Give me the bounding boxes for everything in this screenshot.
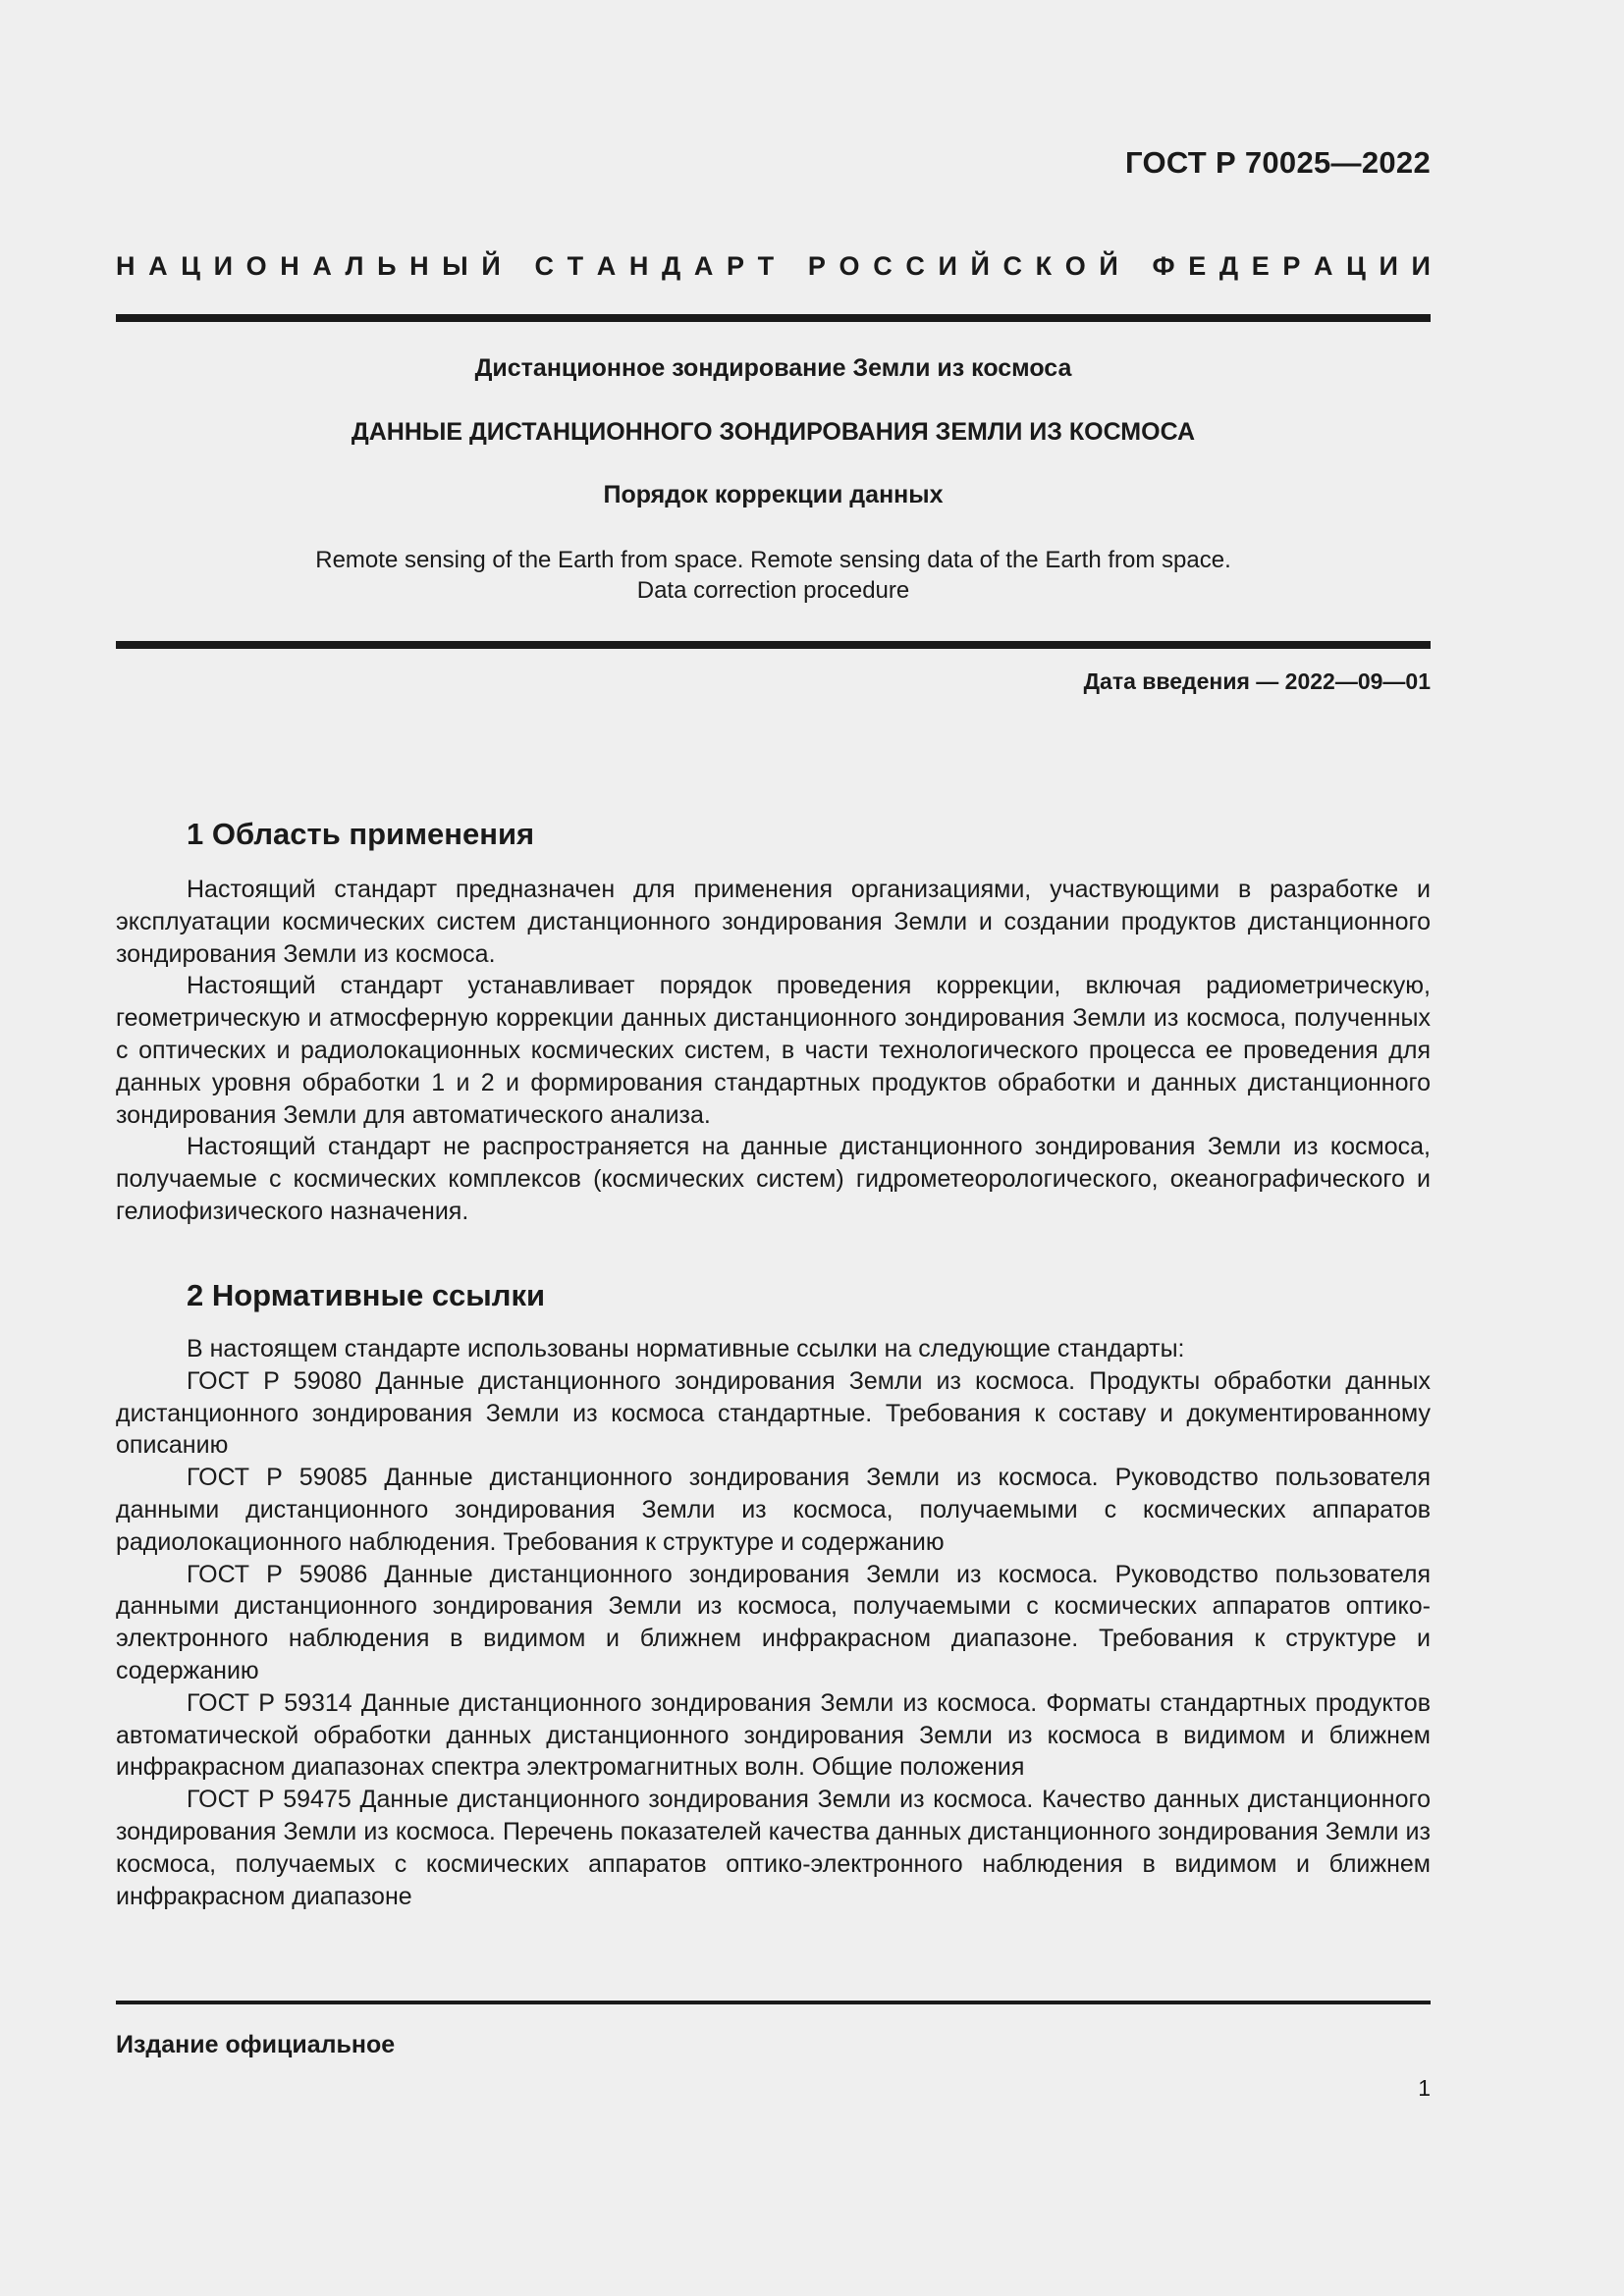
section-heading-normative-references: 2 Нормативные ссылки <box>187 1278 546 1312</box>
official-edition-label: Издание официальное <box>116 2031 396 2058</box>
title-english <box>116 545 1431 606</box>
title-divider <box>116 641 1431 649</box>
section-body-normative-references <box>116 1333 1431 1912</box>
banner-letter: Й <box>1099 251 1118 281</box>
banner-letter: Н <box>116 251 135 281</box>
banner-letter: Н <box>628 251 649 281</box>
national-standard-banner <box>116 251 1431 282</box>
banner-letter: С <box>905 251 925 281</box>
banner-letter <box>514 251 521 282</box>
introduction-date: Дата введения — 2022—09—01 <box>1083 668 1431 694</box>
reference-item: ГОСТ Р 59314 Данные дистанционного зондирования Земли из космоса. Форматы стандартных продуктов автоматической обработки данных дистанционного зондирования Земли из космоса в видимом и ближнем инфракрасном диапазонах спектра электромагнитных волн. Общие положения <box>116 1688 1431 1782</box>
paragraph: В настоящем стандарте использованы нормативные ссылки на следующие стандарты: <box>187 1335 1185 1362</box>
document-page <box>116 0 1431 2296</box>
banner-letter: И <box>1411 251 1431 281</box>
banner-letter: Л <box>345 251 364 281</box>
banner-letter: А <box>312 251 332 281</box>
title-english-line-1: Remote sensing of the Earth from space. Remote sensing data of the Earth from space. <box>315 547 1231 573</box>
banner-letter: Т <box>567 251 584 281</box>
banner-letter: Й <box>481 251 501 281</box>
banner-letter: Ц <box>1346 251 1366 281</box>
document-number: ГОСТ Р 70025—2022 <box>1125 145 1431 180</box>
paragraph: Настоящий стандарт не распространяется на данные дистанционного зондирования Земли из космоса, получаемые с космических комплексов (космических систем) гидрометеорологического, океанографического и гелиофизического назначения. <box>116 1133 1431 1225</box>
reference-item: ГОСТ Р 59080 Данные дистанционного зондирования Земли из космоса. Продукты обработки данных дистанционного зондирования Земли из космоса стандартные. Требования к составу и документированному описанию <box>116 1366 1431 1460</box>
banner-letter: Ы <box>442 251 468 281</box>
banner-letter: Ь <box>377 251 397 281</box>
banner-letter: К <box>1035 251 1053 281</box>
banner-letter: С <box>873 251 893 281</box>
banner-letter: Н <box>409 251 429 281</box>
banner-letter: Т <box>757 251 775 281</box>
title-english-line-2: Data correction procedure <box>636 577 910 604</box>
banner-letter: И <box>938 251 957 281</box>
banner-letter: О <box>245 251 267 281</box>
banner-letter: Й <box>970 251 990 281</box>
banner-letter: Р <box>807 251 826 281</box>
reference-item: ГОСТ Р 59085 Данные дистанционного зондирования Земли из космоса. Руководство пользователя данными дистанционного зондирования Земли из космоса, получаемыми с космических аппаратов радиолокационного наблюдения. Требования к структуре и содержанию <box>116 1464 1431 1556</box>
banner-letter: С <box>1002 251 1022 281</box>
banner-letter: Е <box>1251 251 1270 281</box>
reference-item: ГОСТ Р 59086 Данные дистанционного зондирования Земли из космоса. Руководство пользователя данными дистанционного зондирования Земли из космоса, получаемыми с космических аппаратов оптико-электронного наблюдения в видимом и ближнем инфракрасном диапазоне. Требования к структуре и содержанию <box>116 1560 1431 1684</box>
banner-letter: Е <box>1188 251 1207 281</box>
section-heading-scope: 1 Область применения <box>187 817 535 851</box>
paragraph: Настоящий стандарт устанавливает порядок проведения коррекции, включая радиометрическую, геометрическую и атмосферную коррекции данных дистанционного зондирования Земли из космоса, полученных с оптических и радиолокационных космических систем, в части технологического процесса ее проведения для данных уровня обработки 1 и 2 и формирования стандартных продуктов обработки и данных дистанционного зондирования Земли для автоматического анализа. <box>116 972 1431 1129</box>
banner-letter: Д <box>662 251 681 281</box>
banner-letter <box>787 251 795 282</box>
banner-letter: О <box>1064 251 1086 281</box>
banner-letter <box>1131 251 1139 282</box>
header-divider <box>116 314 1431 322</box>
banner-letter: А <box>693 251 714 281</box>
banner-letter: И <box>1379 251 1398 281</box>
banner-letter: А <box>148 251 168 281</box>
section-body-scope <box>116 874 1431 1228</box>
banner-letter: О <box>839 251 860 281</box>
banner-letter: С <box>534 251 554 281</box>
banner-letter: Р <box>1282 251 1301 281</box>
banner-letter: А <box>1314 251 1333 281</box>
title-main: ДАННЫЕ ДИСТАНЦИОННОГО ЗОНДИРОВАНИЯ ЗЕМЛИ ИЗ КОСМОСА <box>351 418 1196 446</box>
banner-letter: Ц <box>181 251 200 281</box>
banner-letter: Р <box>727 251 745 281</box>
paragraph: Настоящий стандарт предназначен для применения организациями, участвующими в разработке и эксплуатации космических систем дистанционного зондирования Земли и создании продуктов дистанционного зондирования Земли из космоса. <box>116 876 1431 968</box>
footer-divider <box>116 2001 1431 2004</box>
banner-letter: И <box>213 251 234 281</box>
title-series: Дистанционное зондирование Земли из космоса <box>474 354 1072 382</box>
reference-item: ГОСТ Р 59475 Данные дистанционного зондирования Земли из космоса. Качество данных дистанционного зондирования Земли из космоса. Перечень показателей качества данных дистанционного зондирования Земли из космоса, получаемых с космических аппаратов оптико-электронного наблюдения в видимом и ближнем инфракрасном диапазоне <box>116 1786 1431 1910</box>
page-number: 1 <box>1418 2075 1431 2101</box>
banner-letter: Ф <box>1152 251 1175 281</box>
title-part: Порядок коррекции данных <box>603 481 944 508</box>
banner-letter: Н <box>280 251 299 281</box>
banner-letter: А <box>596 251 617 281</box>
banner-letter: Д <box>1218 251 1239 281</box>
